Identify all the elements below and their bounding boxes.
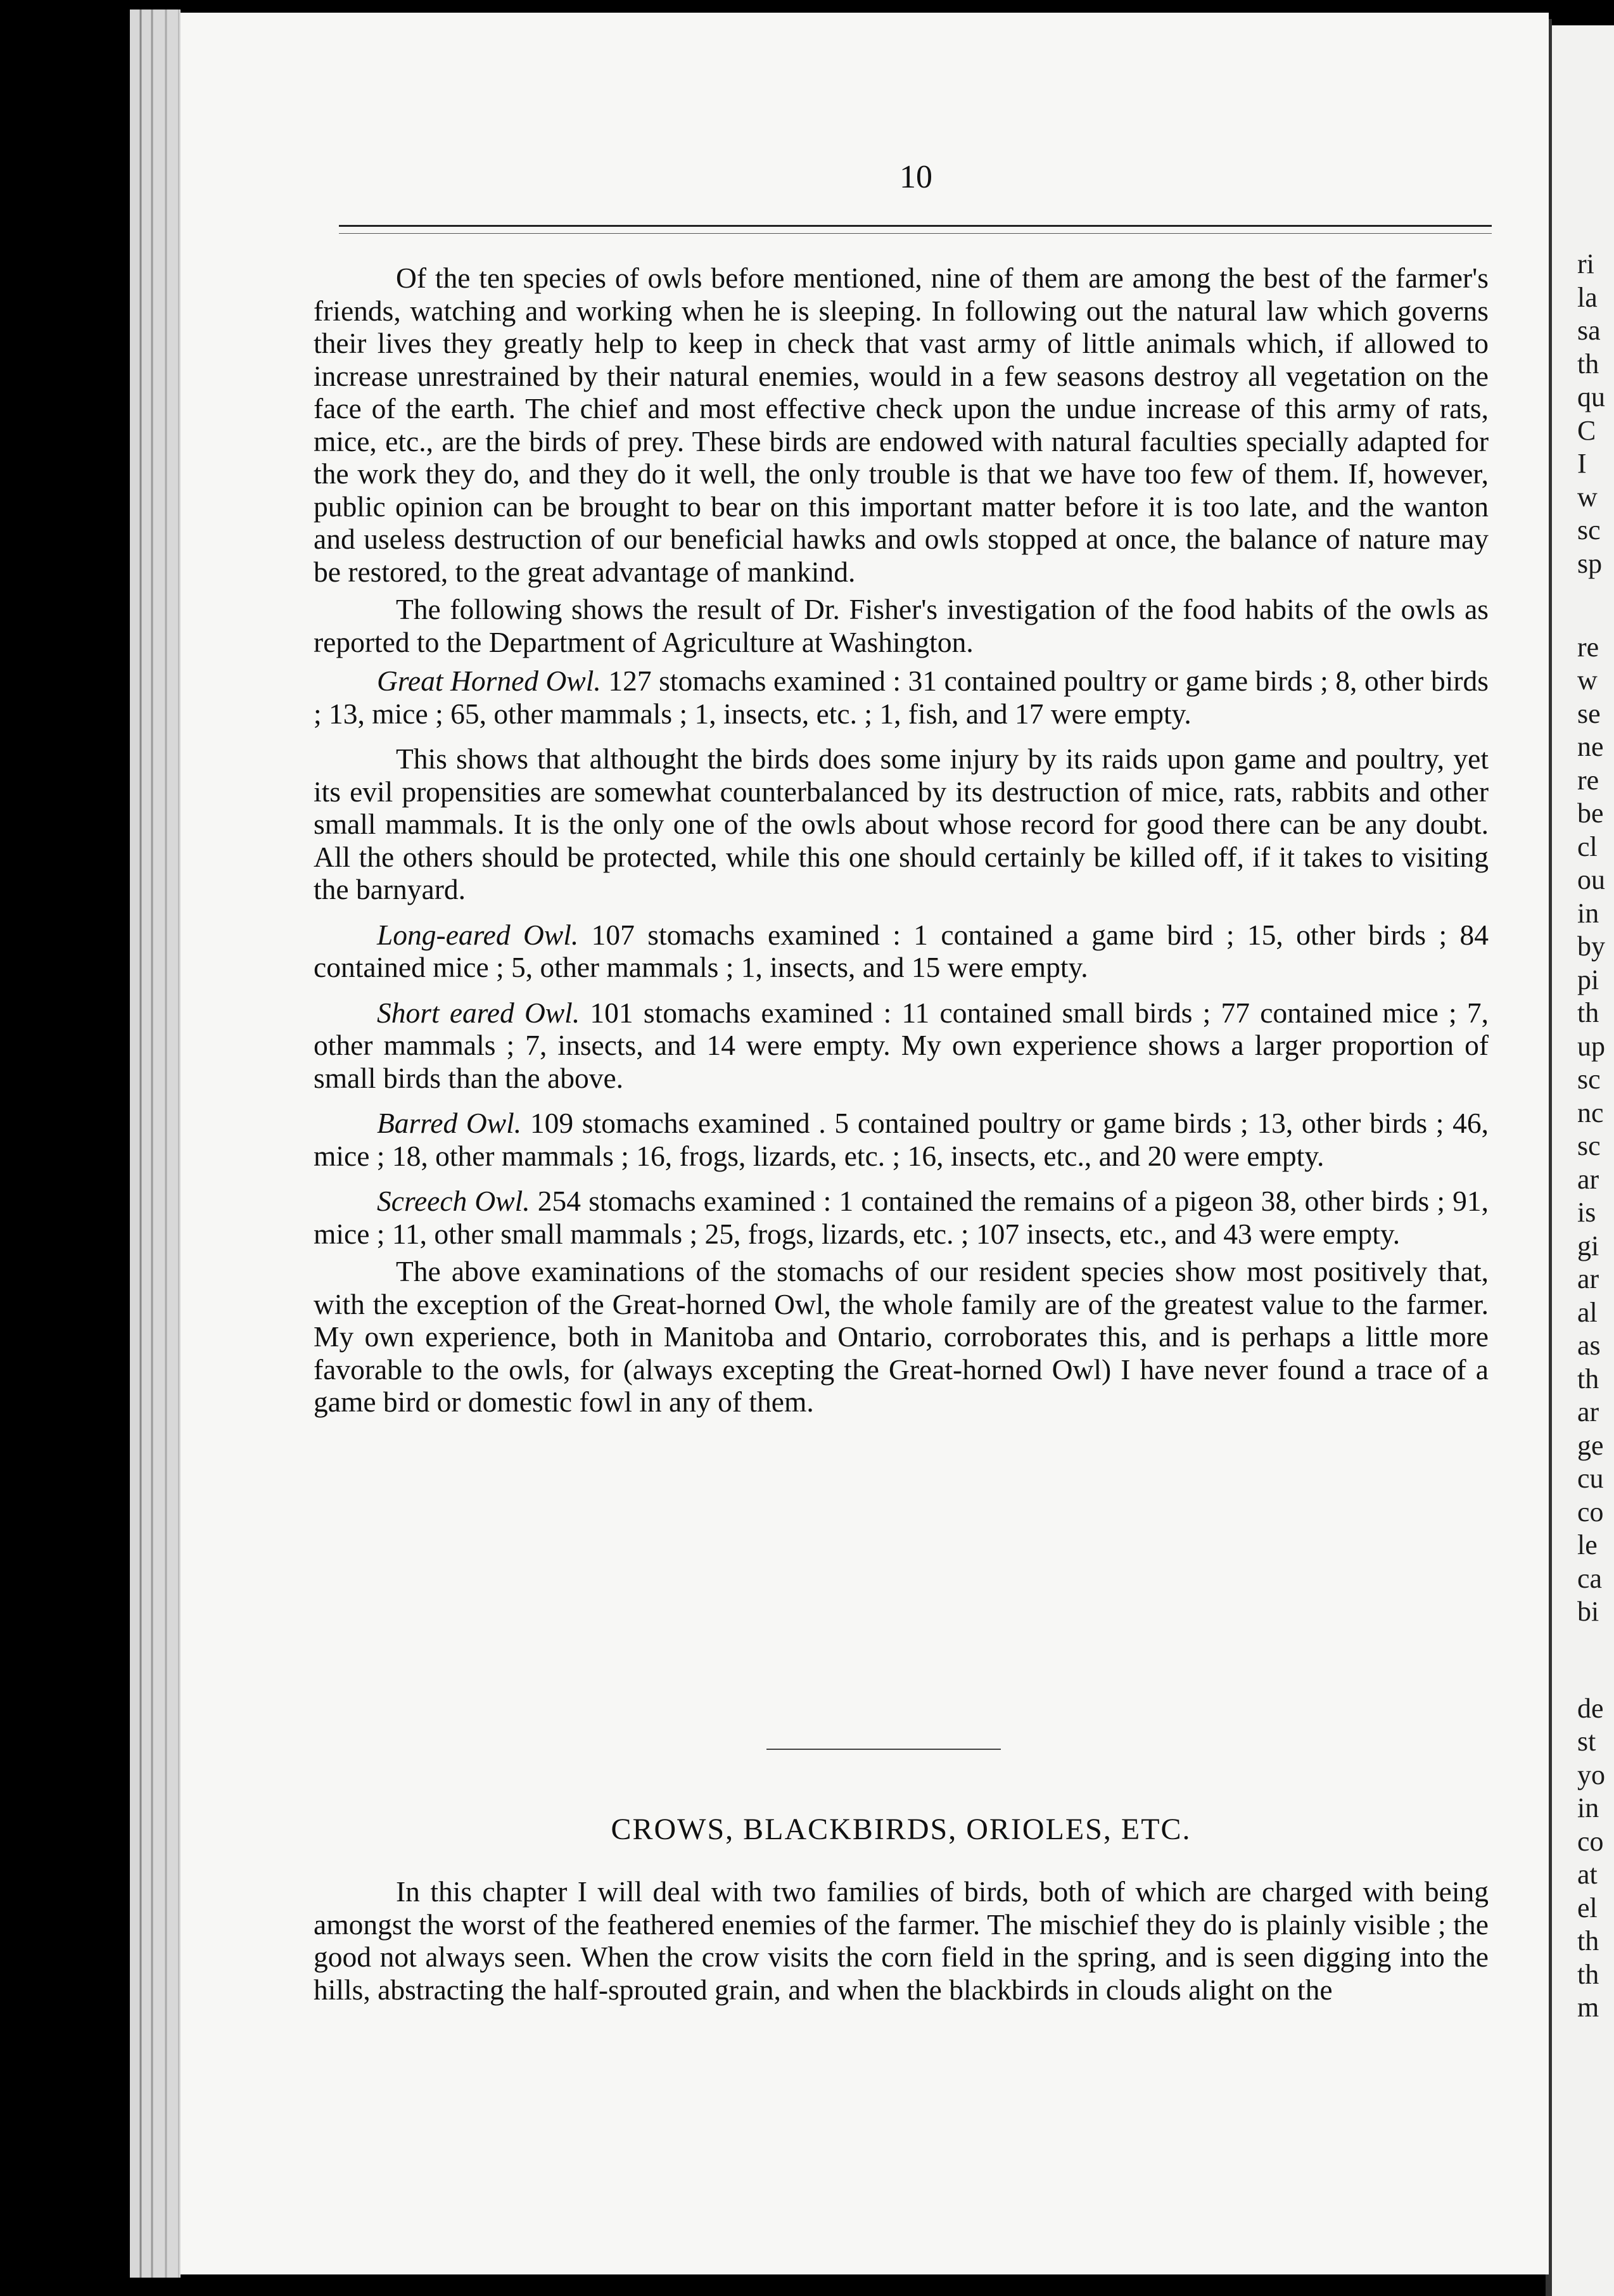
adjacent-page-fragment: nc bbox=[1577, 1097, 1604, 1128]
adjacent-page-fragment: re bbox=[1577, 632, 1599, 663]
adjacent-page-fragment: st bbox=[1577, 1726, 1596, 1757]
adjacent-page-fragment: th bbox=[1577, 348, 1599, 379]
adjacent-page-fragment: ar bbox=[1577, 1263, 1599, 1294]
section-heading: CROWS, BLACKBIRDS, ORIOLES, ETC. bbox=[611, 1813, 1191, 1846]
adjacent-page-fragment: la bbox=[1577, 282, 1598, 313]
adjacent-page-fragment: ar bbox=[1577, 1164, 1599, 1195]
adjacent-page-fragment: el bbox=[1577, 1892, 1598, 1923]
chapter-intro-paragraph: In this chapter I will deal with two families of birds, both of which are charged with being amongst the worst of the feathered enemies of the farmer. The mischief they do is plainly visible ; the good not always seen. When the crow visits the corn field in the spring, and is seen digging into the hills, abstracting the half-sprouted grain, and when the blackbirds in clouds alight on the bbox=[314, 1875, 1489, 2006]
adjacent-page-fragment: th bbox=[1577, 1959, 1599, 1990]
adjacent-page-fragment: sc bbox=[1577, 514, 1601, 545]
adjacent-page-fragment: ou bbox=[1577, 864, 1605, 895]
section-divider bbox=[766, 1749, 1001, 1750]
adjacent-page-fragment: th bbox=[1577, 1925, 1599, 1956]
adjacent-page-fragment: al bbox=[1577, 1297, 1598, 1328]
adjacent-page-fragment: cu bbox=[1577, 1463, 1604, 1494]
adjacent-page-fragment: as bbox=[1577, 1330, 1601, 1361]
adjacent-page-fragment: C bbox=[1577, 415, 1596, 446]
owl-entry-long-eared bbox=[314, 919, 1489, 984]
owl-data: 107 stomachs examined : 1 contained a game bird ; 15, other birds ; 84 contained mice ; 5, other mammals ; 1, insects, and 15 were empty. bbox=[314, 918, 1489, 983]
adjacent-page-fragment: qu bbox=[1577, 381, 1605, 412]
adjacent-page-fragment: le bbox=[1577, 1529, 1598, 1560]
page-number: 10 bbox=[899, 159, 932, 195]
adjacent-page-fragment: ne bbox=[1577, 731, 1604, 762]
owl-name: Barred Owl. bbox=[377, 1107, 522, 1139]
adjacent-page-fragment: th bbox=[1577, 997, 1599, 1028]
owl-name: Long-eared Owl. bbox=[377, 918, 579, 951]
adjacent-page-fragment: gi bbox=[1577, 1230, 1599, 1261]
owl-entry-screech bbox=[314, 1185, 1489, 1250]
owl-name: Great Horned Owl. bbox=[377, 665, 601, 697]
adjacent-page-fragment: m bbox=[1577, 1992, 1599, 2023]
owl-data: 254 stomachs examined : 1 contained the remains of a pigeon 38, other birds ; 91, mice ; 11, other small mammals ; 25, frogs, lizards, etc. ; 107 insects, etc., and 43 were empty. bbox=[314, 1185, 1489, 1250]
owl-data: 101 stomachs examined : 11 contained small birds ; 77 contained mice ; 7, other mammals ; 7, insects, and 14 were empty. My own experience shows a larger proportion of small birds than the above. bbox=[314, 996, 1489, 1094]
adjacent-page-fragment: co bbox=[1577, 1826, 1604, 1857]
adjacent-page-fragment: sp bbox=[1577, 548, 1603, 579]
adjacent-page-fragment: pi bbox=[1577, 964, 1599, 995]
owl-entry-great-horned bbox=[314, 665, 1489, 730]
owl-name: Short eared Owl. bbox=[377, 996, 580, 1029]
adjacent-page-fragment: by bbox=[1577, 931, 1605, 962]
fisher-paragraph: The following shows the result of Dr. Fisher's investigation of the food habits of the owls as reported to the Department of Agriculture at Washington. bbox=[314, 593, 1489, 658]
adjacent-page-fragment: co bbox=[1577, 1496, 1604, 1527]
adjacent-page-fragment: se bbox=[1577, 698, 1601, 729]
adjacent-page-fragment: in bbox=[1577, 1792, 1599, 1823]
adjacent-page-fragment: w bbox=[1577, 482, 1598, 513]
adjacent-page-fragment: ri bbox=[1577, 248, 1594, 279]
header-rule bbox=[339, 225, 1492, 227]
owl-data: 127 stomachs examined : 31 contained poultry or game birds ; 8, other birds ; 13, mice ; 65, other mammals ; 1, insects, etc. ; 1, fish, and 17 were empty. bbox=[314, 665, 1489, 730]
adjacent-page-fragment: bi bbox=[1577, 1596, 1599, 1627]
adjacent-page-fragment: ar bbox=[1577, 1396, 1599, 1427]
adjacent-page-fragment: cl bbox=[1577, 831, 1598, 862]
adjacent-page-fragment: sc bbox=[1577, 1064, 1601, 1095]
adjacent-page-fragment: ca bbox=[1577, 1563, 1603, 1594]
adjacent-page-fragment: w bbox=[1577, 665, 1598, 696]
owls-section bbox=[314, 262, 1489, 1419]
adjacent-page-fragment: I bbox=[1577, 448, 1587, 479]
adjacent-page-fragment: be bbox=[1577, 798, 1604, 829]
adjacent-page-fragment: de bbox=[1577, 1693, 1604, 1724]
adjacent-page-edge bbox=[1552, 25, 1614, 2296]
owl-name: Screech Owl. bbox=[377, 1185, 530, 1217]
intro-paragraph: Of the ten species of owls before mentioned, nine of them are among the best of the farmer's friends, watching and working when he is sleeping. In following out the natural law which governs their lives they greatly help to keep in check that vast army of little animals which, if allowed to increase unrestrained by their natural enemies, would in a few seasons destroy all vegetation on the face of the earth. The chief and most effective check upon the undue increase of this army of rats, mice, etc., are the birds of prey. These birds are endowed with natural faculties specially adapted for the work they do, and they do it well, the only trouble is that we have too few of them. If, however, public opinion can be brought to bear on this important matter before it is too late, and the wanton and useless destruction of our beneficial hawks and owls stopped at once, the balance of nature may be restored, to the great advantage of mankind. bbox=[314, 262, 1489, 588]
header-rule-thin bbox=[339, 233, 1492, 234]
adjacent-page-fragment: up bbox=[1577, 1031, 1605, 1062]
adjacent-page-fragment: is bbox=[1577, 1197, 1596, 1228]
adjacent-page-fragment: th bbox=[1577, 1363, 1599, 1394]
adjacent-page-fragment: yo bbox=[1577, 1759, 1605, 1790]
horned-owl-comment: This shows that althought the birds does some injury by its raids upon game and poultry, yet its evil propensities are somewhat counterbalanced by its destruction of mice, rats, rabbits and other small mammals. It is the only one of the owls about whose record for good there can be any doubt. All the others should be protected, while this one should certainly be killed off, if it takes to visiting the barnyard. bbox=[314, 743, 1489, 905]
owl-entry-short-eared bbox=[314, 997, 1489, 1095]
owl-data: 109 stomachs examined . 5 contained poultry or game birds ; 13, other birds ; 46, mice ; 18, other mammals ; 16, frogs, lizards, etc. ; 16, insects, etc., and 20 were empty. bbox=[314, 1107, 1489, 1172]
owl-entry-barred bbox=[314, 1107, 1489, 1172]
chapter-intro bbox=[314, 1875, 1489, 2006]
conclusion-paragraph: The above examinations of the stomachs of our resident species show most positively that, with the exception of the Great-horned Owl, the whole family are of the greatest value to the farmer. My own experience, both in Manitoba and Ontario, corroborates this, and is perhaps a little more favorable to the owls, for (always excepting the Great-horned Owl) I have never found a trace of a game bird or domestic fowl in any of them. bbox=[314, 1255, 1489, 1418]
adjacent-page-fragment: sc bbox=[1577, 1130, 1601, 1161]
adjacent-page-fragment: re bbox=[1577, 765, 1599, 796]
adjacent-page-fragment: in bbox=[1577, 898, 1599, 929]
adjacent-page-fragment: at bbox=[1577, 1859, 1598, 1890]
adjacent-page-fragment: ge bbox=[1577, 1430, 1604, 1461]
adjacent-page-fragment: sa bbox=[1577, 315, 1601, 346]
